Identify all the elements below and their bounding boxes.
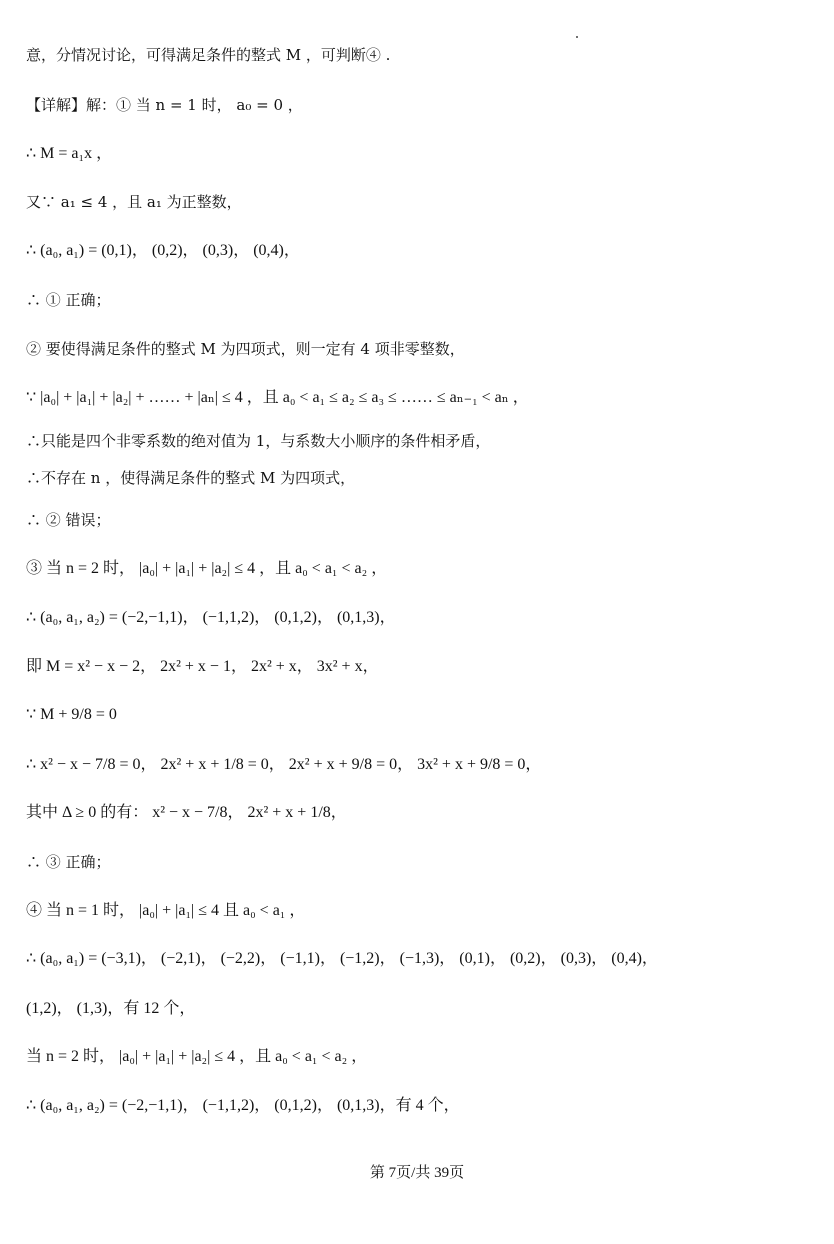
math-line: ∴ x² − x − 7/8 = 0， 2x² + x + 1/8 = 0， 2x² + x + 9/8 = 0， 3x² + x + 9/8 = 0， — [26, 756, 542, 773]
text-line: ∴只能是四个非零系数的绝对值为 1，与系数大小顺序的条件相矛盾， — [26, 432, 491, 450]
text-line: 又∵ a₁ ≤ 4 ，且 a₁ 为正整数， — [26, 193, 242, 211]
math-line: 即 M = x² − x − 2， 2x² + x − 1， 2x² + x， 3x² + x， — [26, 658, 379, 675]
math-line: ∴ (a₀, a₁, a₂) = (−2,−1,1)， (−1,1,2)， (0,1,2)， (0,1,3)， — [26, 609, 396, 626]
text-line: ∴不存在 n ，使得满足条件的整式 M 为四项式， — [26, 469, 356, 487]
math-line: ∴ (a₀, a₁) = (−3,1)， (−2,1)， (−2,2)， (−1,1)， (−1,2)， (−1,3)， (0,1)， (0,2)， (0,3)， (0,4)， — [26, 950, 658, 967]
math-line: (1,2)， (1,3)，有 12 个， — [26, 1000, 196, 1017]
text-line: 意，分情况讨论，可得满足条件的整式 M ，可判断④ . — [26, 46, 391, 64]
math-line: ∴ (a₀, a₁) = (0,1)， (0,2)， (0,3)， (0,4)， — [26, 242, 300, 259]
stray-dot — [576, 36, 578, 38]
math-line: ∴ (a₀, a₁, a₂) = (−2,−1,1)， (−1,1,2)， (0,1,2)， (0,1,3)，有 4 个， — [26, 1097, 460, 1114]
text-line: ∴ ① 正确； — [26, 291, 111, 309]
math-line: ∵ M + 9/8 = 0 — [26, 706, 117, 723]
math-line: ∴ M = a₁x ， — [26, 145, 113, 162]
text-line: ∴ ③ 正确； — [26, 853, 111, 871]
math-line: ∵ |a₀| + |a₁| + |a₂| + …… + |aₙ| ≤ 4 ，且 a₀ < a₁ ≤ a₂ ≤ a₃ ≤ …… ≤ aₙ₋₁ < aₙ ， — [26, 389, 529, 406]
math-line: ④ 当 n = 1 时， |a₀| + |a₁| ≤ 4 且 a₀ < a₁ ， — [26, 902, 306, 919]
math-line: ③ 当 n = 2 时， |a₀| + |a₁| + |a₂| ≤ 4 ，且 a₀ < a₁ < a₂ ， — [26, 560, 388, 577]
math-line: 其中 Δ ≥ 0 的有： x² − x − 7/8， 2x² + x + 1/8， — [26, 804, 347, 821]
text-line: ∴ ② 错误； — [26, 511, 111, 529]
math-line: 当 n = 2 时， |a₀| + |a₁| + |a₂| ≤ 4 ，且 a₀ < a₁ < a₂ ， — [26, 1048, 368, 1065]
page-footer: 第 7页/共 39页 — [369, 1165, 465, 1181]
text-line: ② 要使得满足条件的整式 M 为四项式，则一定有 4 项非零整数， — [26, 340, 465, 358]
text-line: 【详解】解：① 当 n = 1 时， a₀ = 0 ， — [26, 96, 303, 114]
